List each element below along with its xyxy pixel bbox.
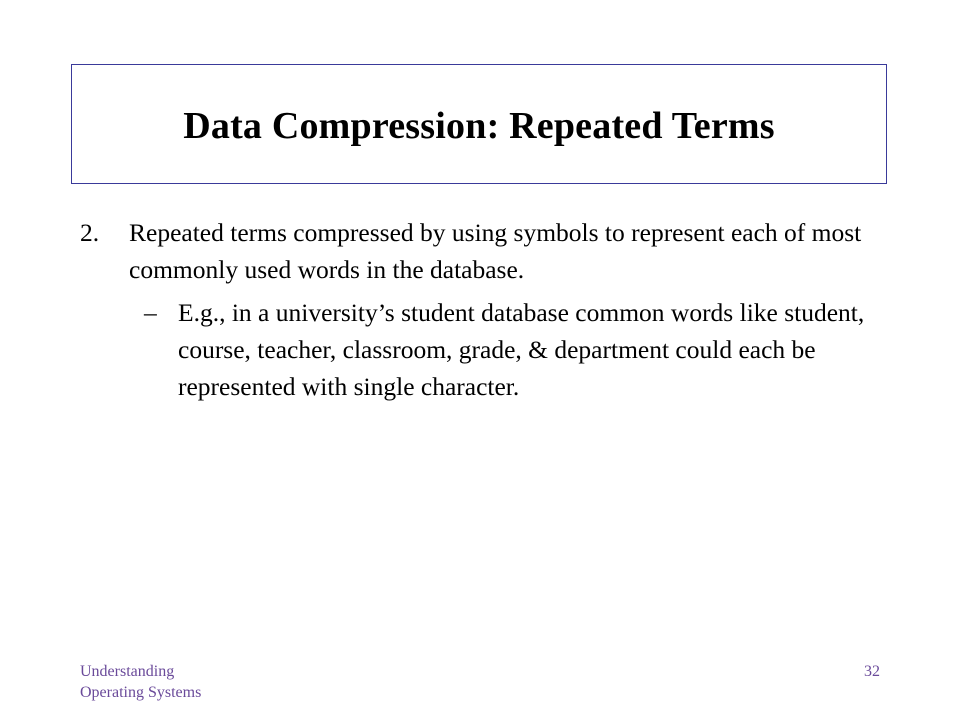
numbered-item — [80, 214, 890, 288]
page-number: 32 — [864, 663, 880, 680]
item-number: 2. — [80, 218, 100, 247]
dash-bullet: – — [144, 298, 157, 327]
slide-body — [80, 214, 890, 405]
sub-item-text: E.g., in a university’s student database common words like student, course, teacher, classroom, grade, & department could each be represented with single character. — [178, 298, 865, 401]
footer-course-title — [80, 661, 201, 703]
slide-title-box — [71, 64, 887, 184]
slide-title: Data Compression: Repeated Terms — [183, 105, 775, 147]
sub-bullet-item — [80, 294, 890, 405]
footer-line-1: Understanding — [80, 663, 175, 680]
footer-line-2: Operating Systems — [80, 684, 202, 701]
item-text: Repeated terms compressed by using symbols to represent each of most commonly used words in the database. — [129, 218, 862, 284]
